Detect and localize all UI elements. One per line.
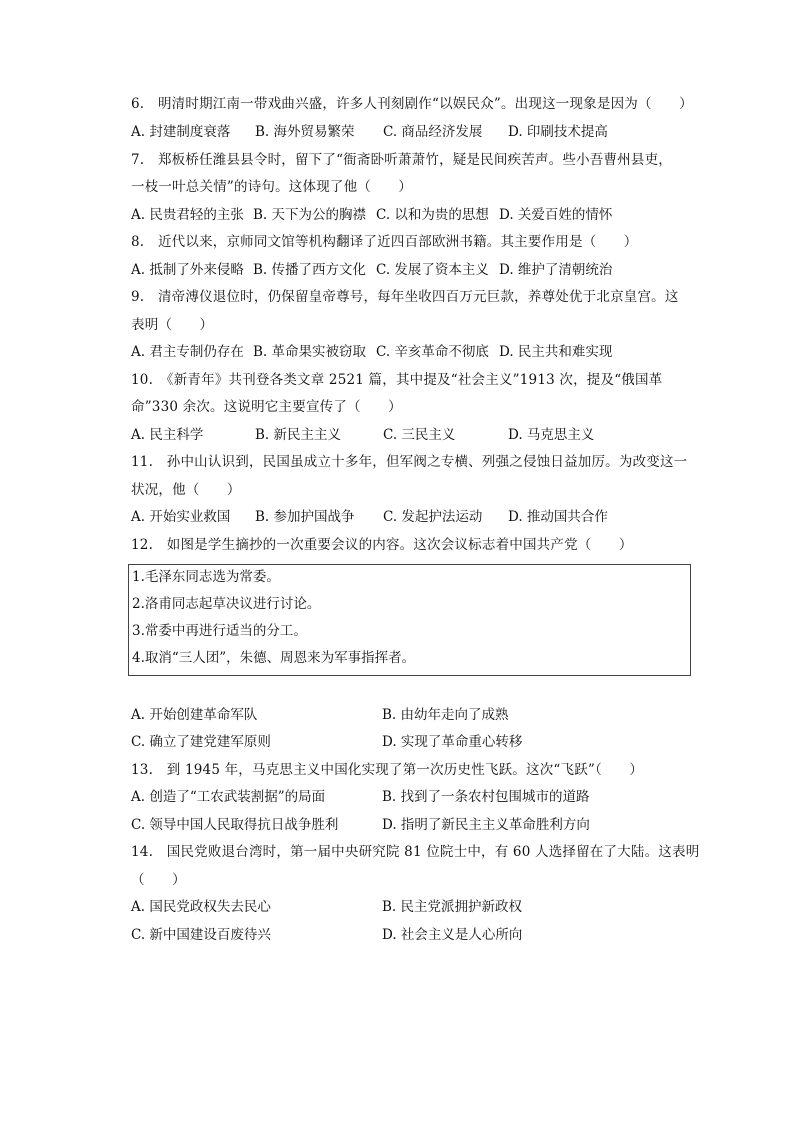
option-d: D. 推动国共合作 [508, 509, 608, 525]
question-10-stem-line-2: 命”330 余次。这说明它主要宣传了（ ） [131, 399, 402, 415]
meeting-note-item: 1.毛泽东同志选为常委。 [132, 569, 280, 585]
question-10-options [131, 426, 701, 444]
option-a: A. 国民党政权失去民心 [131, 899, 271, 915]
option-b: B. 新民主主义 [255, 427, 342, 443]
question-11-options [131, 508, 701, 526]
question-7-stem-line-2: 一枝一叶总关情”的诗句。这体现了他（ ） [131, 179, 413, 195]
question-12-options-row-1 [131, 706, 701, 724]
meeting-note-item: 2.洛甫同志起草决议进行讨论。 [132, 596, 321, 612]
question-11-stem-line-2: 状况，他（ ） [131, 482, 241, 498]
option-c: C. 辛亥革命不彻底 [376, 344, 489, 360]
option-c: C. 商品经济发展 [383, 124, 483, 140]
option-c: C. 领导中国人民取得抗日战争胜利 [131, 817, 339, 833]
option-b: B. 海外贸易繁荣 [255, 124, 355, 140]
option-d: D. 印刷技术提高 [508, 124, 608, 140]
option-d: D. 关爱百姓的情怀 [499, 207, 613, 223]
option-c: C. 新中国建设百废待兴 [131, 927, 271, 943]
option-d: D. 指明了新民主主义革命胜利方向 [382, 817, 590, 833]
option-a: A. 抵制了外来侵略 [131, 262, 244, 278]
option-a: A. 民主科学 [131, 427, 204, 443]
question-12-options-row-2 [131, 733, 701, 751]
question-8-stem: 8. 近代以来，京师同文馆等机构翻译了近四百部欧洲书籍。其主要作用是（ ） [131, 234, 638, 250]
option-b: B. 找到了一条农村包围城市的道路 [382, 789, 590, 805]
question-14-options-row-1 [131, 898, 701, 916]
question-12-stem: 12. 如图是学生摘抄的一次重要会议的内容。这次会议标志着中国共产党（ ） [131, 537, 633, 553]
option-c: C. 发起护法运动 [383, 509, 483, 525]
option-a: A. 创造了“工农武装割据”的局面 [131, 789, 326, 805]
option-d: D. 维护了清朝统治 [499, 262, 613, 278]
meeting-note-item: 4.取消“三人团”，朱德、周恩来为军事指挥者。 [132, 650, 416, 666]
option-a: A. 民贵君轻的主张 [131, 207, 244, 223]
question-13-options-row-2 [131, 816, 701, 834]
question-14-options-row-2 [131, 926, 701, 944]
option-a: A. 开始实业救国 [131, 509, 231, 525]
option-b: B. 天下为公的胸襟 [253, 207, 367, 223]
option-b: B. 由幼年走向了成熟 [382, 707, 509, 723]
option-d: D. 民主共和难实现 [499, 344, 613, 360]
question-13-stem: 13. 到 1945 年，马克思主义中国化实现了第一次历史性飞跃。这次“飞跃”（ ） [131, 762, 644, 778]
option-c: C. 以和为贵的思想 [376, 207, 489, 223]
question-11-stem-line-1: 11. 孙中山认识到，民国虽成立十多年，但军阀之专横、列强之侵蚀日益加厉。为改变这一 [131, 454, 688, 470]
meeting-note-item: 3.常委中再进行适当的分工。 [132, 623, 307, 639]
question-9-stem-line-2: 表明（ ） [131, 317, 214, 333]
question-9-stem-line-1: 9. 清帝溥仪退位时，仍保留皇帝尊号，每年坐收四百万元巨款，养尊处优于北京皇宫。这 [131, 289, 679, 305]
question-14-stem-line-1: 14. 国民党败退台湾时，第一届中央研究院 81 位院士中，有 60 人选择留在了大陆。这表明 [131, 844, 700, 860]
option-c: C. 三民主义 [383, 427, 456, 443]
option-a: A. 君主专制仍存在 [131, 344, 244, 360]
question-6-options [131, 123, 701, 141]
question-13-options-row-1 [131, 788, 701, 806]
option-a: A. 开始创建革命军队 [131, 707, 258, 723]
question-9-options [131, 343, 701, 361]
meeting-notes-box [128, 564, 691, 676]
question-7-stem-line-1: 7. 郑板桥任潍县县令时，留下了“衙斋卧听萧萧竹，疑是民间疾苦声。些小吾曹州县吏， [131, 152, 672, 168]
question-6-stem: 6. 明清时期江南一带戏曲兴盛，许多人刊刻剧作“以娱民众”。出现这一现象是因为（ ） [131, 96, 693, 112]
question-10-stem-line-1: 10. 《新青年》共刊登各类文章 2521 篇，其中提及“社会主义”1913 次，提及“俄国革 [131, 372, 663, 388]
option-b: B. 参加护国战争 [255, 509, 355, 525]
option-c: C. 发展了资本主义 [376, 262, 489, 278]
option-c: C. 确立了建党建军原则 [131, 734, 271, 750]
option-d: D. 马克思主义 [508, 427, 595, 443]
question-8-options [131, 261, 701, 279]
option-a: A. 封建制度衰落 [131, 124, 231, 140]
option-b: B. 革命果实被窃取 [253, 344, 367, 360]
option-b: B. 传播了西方文化 [253, 262, 367, 278]
option-d: D. 实现了革命重心转移 [382, 734, 523, 750]
question-14-stem-line-2: （ ） [131, 872, 186, 888]
question-7-options [131, 206, 701, 224]
option-d: D. 社会主义是人心所向 [382, 927, 523, 943]
option-b: B. 民主党派拥护新政权 [382, 899, 523, 915]
